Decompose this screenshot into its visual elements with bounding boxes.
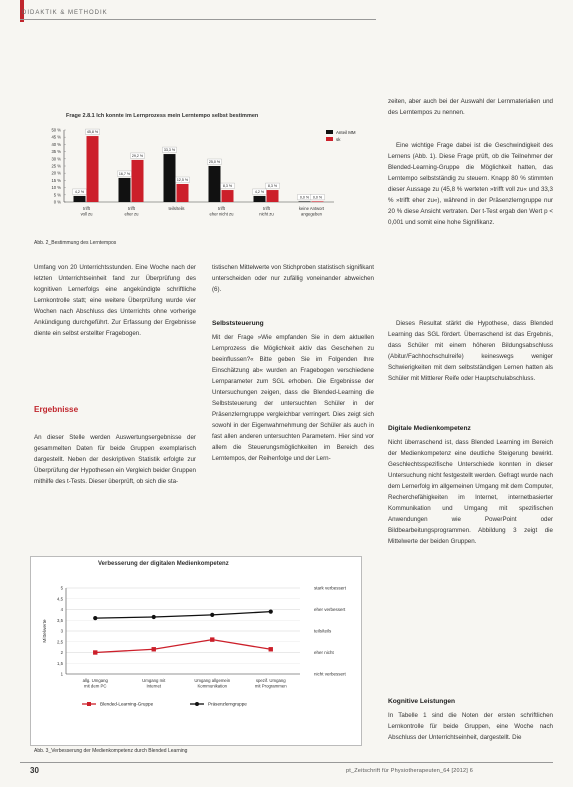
x-tick-label: keine Antwort [298, 206, 325, 211]
figure3-chart [30, 570, 360, 740]
x-tick-label: allg. Umgang [82, 678, 108, 683]
legend-swatch [326, 137, 333, 141]
bar [254, 196, 266, 202]
legend-marker [87, 702, 91, 706]
x-tick-label: trifft [218, 206, 225, 211]
data-label: 25,0 % [208, 160, 221, 164]
right-level-label: eher verbessert [314, 607, 346, 613]
x-tick-label: eher nicht zu [209, 211, 234, 217]
bar [177, 184, 189, 202]
figure3-caption: Abb. 3_Verbesserung der Medienkompetenz durch Blended Learning [34, 748, 188, 754]
data-point [210, 613, 214, 617]
legend-label: Anteil MM [336, 130, 356, 135]
header-rule [20, 19, 376, 20]
y-tick-label: 1 [60, 671, 63, 677]
data-label: 8,3 % [222, 184, 233, 189]
data-point [269, 647, 273, 651]
y-tick-label: 20 % [51, 170, 61, 176]
x-tick-label: eher zu [124, 211, 139, 217]
y-tick-label: 1,5 [57, 660, 63, 666]
y-tick-label: 5 [60, 585, 63, 591]
x-tick-label: mit Programmen [254, 683, 287, 689]
data-label: 16,7 % [118, 171, 131, 176]
data-label: 33,3 % [163, 148, 176, 153]
bar [74, 196, 86, 202]
subheading-medienkompetenz: Digitale Medienkompetenz [388, 425, 471, 432]
y-tick-label: 15 % [51, 177, 61, 183]
figure3-title: Verbesserung der digitalen Medienkompetenz [98, 561, 229, 567]
right-level-label: nicht verbessert [314, 671, 346, 677]
footer-rule [20, 762, 553, 763]
right-paragraph-4: Nicht überraschend ist, dass Blended Learning im Bereich der Medienkompetenz eine deutliche Steigerung bewirkt. Geschlechtsspezifische Unterschiede konnten in dieser Untersuchung nicht festgestellt werden. Gefragt wurde nach dem Lernerfolg im allgemeinen Umgang mit dem Computer, Recherchefähigkeiten im Internet, internetbasierter Kommunikation und Umgang mit spezifischen Anwendungen wie PowerPoint oder Bildbearbeitungsprogrammen. Abbildung 3 zeigt die Mittelwerte der beiden Gruppen. [388, 439, 553, 545]
data-label: 0,0 % [312, 195, 323, 200]
y-tick-label: 45 % [51, 134, 61, 140]
bar [119, 178, 131, 202]
right-level-label: teils/teils [314, 628, 332, 634]
x-tick-label: voll zu [80, 211, 93, 217]
legend-label: Präsenzlerngruppe [208, 701, 247, 707]
y-tick-label: 0 % [53, 199, 61, 205]
figure1-chart [40, 124, 370, 228]
bar [267, 190, 279, 202]
data-label: 29,2 % [131, 153, 144, 158]
bar [312, 201, 324, 202]
data-point [210, 637, 214, 641]
figure1-caption: Abb. 2_Bestimmung des Lerntempos [34, 240, 117, 246]
series-line [95, 640, 271, 653]
journal-footer: pt_Zeitschrift für Physiotherapeuten_64 [2012] 6 [346, 768, 474, 774]
y-tick-label: 5 % [53, 192, 61, 198]
data-point [93, 650, 97, 654]
data-point [152, 615, 156, 619]
subheading-selbststeuerung: Selbststeuerung [212, 320, 264, 327]
legend-marker [195, 702, 199, 706]
data-point [152, 647, 156, 651]
x-tick-label: Internet [146, 683, 162, 689]
bar [222, 190, 234, 202]
x-tick-label: Kommunikation [197, 683, 228, 689]
bar [132, 160, 144, 202]
bar [164, 154, 176, 202]
y-tick-label: 2 [60, 650, 63, 656]
mid-paragraph-1: tistischen Mittelwerte von Stichproben statistisch signifikant unterscheiden oder nur zufällig voneinander abweichen (6). [212, 264, 374, 293]
right-level-label: eher nicht [314, 650, 334, 656]
data-label: 12,5 % [176, 178, 189, 182]
x-tick-label: trifft [128, 206, 135, 211]
y-tick-label: 4,5 [57, 596, 63, 602]
legend-label: sk [336, 137, 341, 142]
bar [299, 201, 311, 202]
y-tick-label: 25 % [51, 163, 61, 169]
y-tick-label: 40 % [51, 141, 61, 147]
series-line [95, 612, 271, 618]
legend-swatch [326, 130, 333, 134]
x-tick-label: angegeben [301, 211, 322, 217]
left-paragraph-2: An dieser Stelle werden Auswertungsergebnisse der gesammelten Daten für beide Gruppen exemplarisch dargestellt. Neben der deskriptiven Statistik erfolgte zur Überprüfung der Hypothesen ein Vergleich beider Gruppen mithilfe des t-Tests. Dieser überprüft, ob sich die sta- [34, 434, 196, 485]
y-tick-label: 10 % [51, 185, 61, 191]
y-tick-label: 50 % [51, 127, 61, 133]
figure1-title: Frage 2.8.1 Ich konnte im Lernprozess mein Lerntempo selbst bestimmen [66, 113, 259, 119]
x-tick-label: trifft [263, 206, 270, 211]
x-tick-label: teils/teils [168, 206, 185, 211]
data-label: 8,3 % [267, 184, 278, 189]
data-label: 4,2 % [254, 189, 265, 194]
data-label: 0,0 % [299, 195, 310, 200]
y-tick-label: 35 % [51, 149, 61, 155]
left-paragraph-1: Umfang von 20 Unterrichtsstunden. Eine Woche nach der letzten Unterrichtseinheit fand zur Überprüfung des kognitiven Lernerfolgs eine angekündigte schriftliche Lernkontrolle statt; eine weitere Überprüfung wurde vier Wochen nach Abschluss des Unterrichts ohne vorherige Ankündigung durchgeführt. Zur Erfassung der Ergebnisse diente ein selbst erstellter Fragebogen. [34, 264, 196, 337]
page-number: 30 [30, 766, 39, 775]
legend-label: Blended-Learning-Gruppe [100, 701, 154, 707]
data-label: 4,2 % [74, 189, 85, 194]
bar [87, 136, 99, 202]
x-tick-label: spezif. Umgang [255, 678, 286, 683]
x-tick-label: mit dem PC [84, 683, 107, 689]
x-tick-label: nicht zu [259, 211, 274, 217]
right-paragraph-1: zeiten, aber auch bei der Auswahl der Lernmaterialien und des Lerntempos zu nennen. [388, 98, 553, 116]
section-heading-ergebnisse: Ergebnisse [34, 405, 79, 414]
running-header: DIDAKTIK & METHODIK [22, 10, 108, 16]
x-tick-label: Umgang allgemein [194, 678, 231, 683]
mid-paragraph-2: Mit der Frage »Wie empfanden Sie in dem aktuellen Lernprozess die Möglichkeit aktiv das Geschehen zu beeinflussen?« Bitte geben Sie im Folgenden Ihre Einschätzung ab« wurden an Fragebogen verschiedene Lernparameter zum SGL erhoben. Die Ergebnisse der Untersuchungen zeigen, dass die Blended-Learning die Selbststeuerung der untersuchten Schüler in der Präsenzlerngruppe vergleichbar verringert. Dies zeigt sich sowohl in der Eigenwahrnehmung der Schüler als auch in fast allen anderen untersuchten Parametern. Hier sind vor allem die Steuerungsmöglichkeiten im Bereich des Lerntempos, der Reihenfolge und der Lern- [212, 334, 374, 462]
y-tick-label: 2,5 [57, 639, 63, 645]
y-tick-label: 3,5 [57, 617, 63, 623]
right-paragraph-5: In Tabelle 1 sind die Noten der ersten schriftlichen Lernkontrolle für beide Gruppen, eine Woche nach Abschluss der Unterrichtseinheit, dargestellt. Die [388, 712, 553, 741]
bar [209, 166, 221, 202]
subheading-kognitive-leistungen: Kognitive Leistungen [388, 698, 456, 705]
y-tick-label: 3 [60, 628, 63, 634]
y-tick-label: 30 % [51, 156, 61, 162]
data-point [269, 610, 273, 614]
right-paragraph-3: Dieses Resultat stärkt die Hypothese, dass Blended Learning das SGL fördert. Überraschend ist das Ergebnis, dass Schüler mit einem höheren Bildungsabschluss (Abitur/Fachhochschulreife) keineswegs weniger Schwierigkeiten mit dem selbstständigen Lernen hatten als Schüler mit Mittlerer Reife oder Hauptschulabschluss. [388, 320, 553, 382]
data-point [93, 616, 97, 620]
right-paragraph-2: Eine wichtige Frage dabei ist die Geschwindigkeit des Lernens (Abb. 1). Diese Frage prüft, ob die Teilnehmer der Blended-Learning-Gruppe die Möglichkeit hatten, das Lerntempo selbstständig zu steuern. Knapp 80 % stimmten dieser Aussage zu (45,8 % werteten »trifft voll zu« und 33,3 % »trifft eher zu«), während in der Präsenzlerngruppe nur 20 % diese Ansicht vertraten. Der t-Test ergab den Wert p < 0,001 und somit eine hohe Signifikanz. [388, 142, 553, 226]
x-tick-label: Umgang mit [142, 678, 166, 683]
x-tick-label: trifft [83, 206, 90, 211]
y-axis-label: Mittelwerte [43, 619, 48, 643]
data-label: 45,8 % [86, 130, 99, 135]
y-tick-label: 4 [60, 607, 63, 613]
right-level-label: stark verbessert [314, 585, 347, 591]
